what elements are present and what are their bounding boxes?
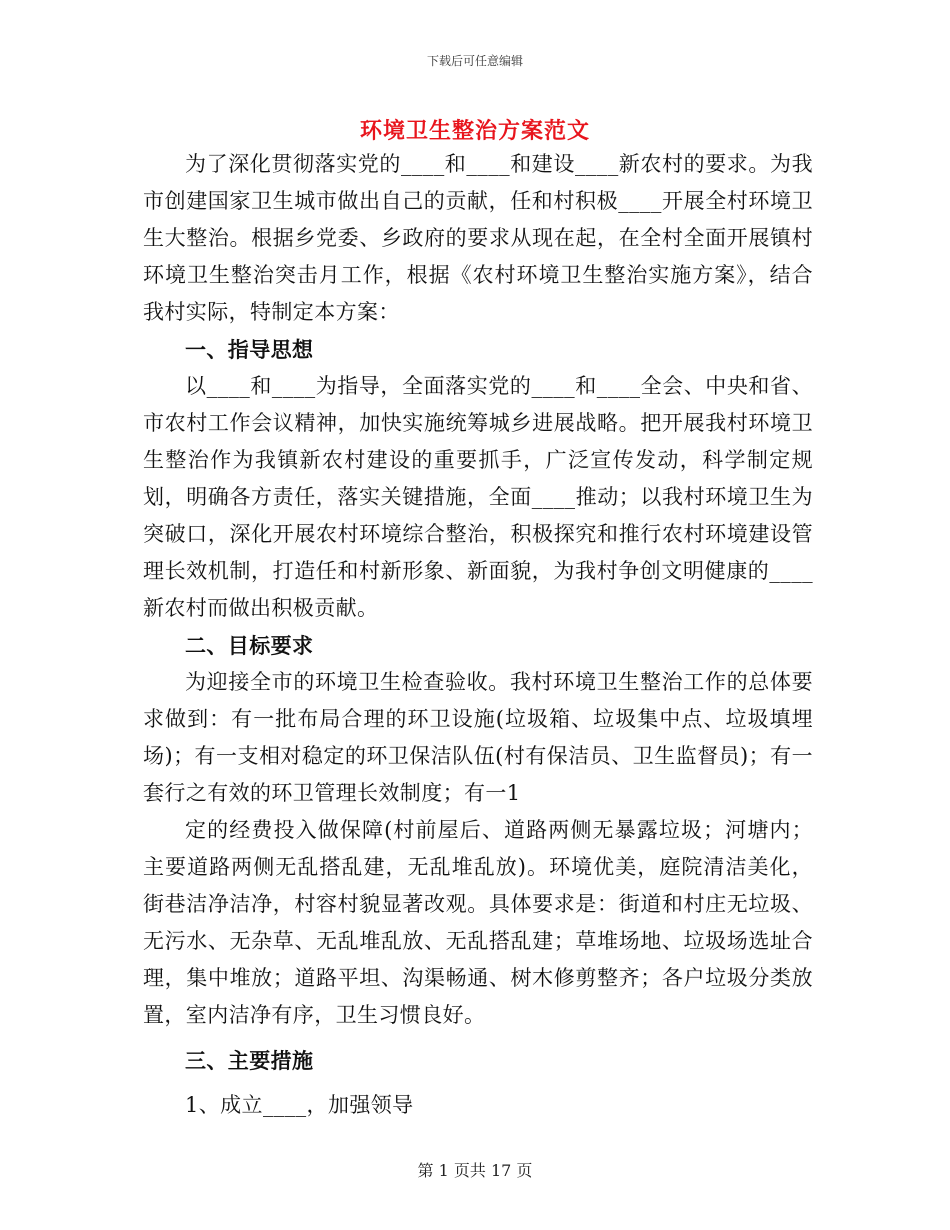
guiding-ideology-paragraph: 以____和____为指导，全面落实党的____和____全会、中央和省、市农村工作会议精神，加快实施统筹城乡进展战略。把开展我村环境卫生整治作为我镇新农村建设的重要抓手，广泛宣传发动，科学制定规划，明确各方责任，落实关键措施，全面____推动；以我村环境卫生为突破口，深化开展农村环境综合整治，积极探究和推行农村环境建设管理长效机制，打造任和村新形象、新面貌，为我村争创文明健康的____新农村而做出积极贡献。: [143, 374, 813, 620]
document-body: [143, 146, 813, 1124]
header-note: 下载后可任意编辑: [426, 54, 523, 68]
measure-item-1: 1、成立____，加强领导: [185, 1093, 414, 1117]
intro-paragraph: 为了深化贯彻落实党的____和____和建设____新农村的要求。为我市创建国家卫生城市做出自己的贡献，任和村积极____开展全村环境卫生大整治。根据乡党委、乡政府的要求从现在起，在全村全面开展镇村环境卫生整治突击月工作，根据《农村环境卫生整治实施方案》，结合我村实际，特制定本方案：: [143, 152, 813, 324]
page-footer: 第 1 页共 17 页: [417, 1161, 533, 1180]
document-title: 环境卫生整治方案范文: [359, 118, 590, 144]
goals-paragraph-1: 为迎接全市的环境卫生检查验收。我村环境卫生整治工作的总体要求做到：有一批布局合理的环卫设施(垃圾箱、垃圾集中点、垃圾填埋场)；有一支相对稳定的环卫保洁队伍(村有保洁员、卫生监督员)；有一套行之有效的环卫管理长效制度；有一1: [143, 670, 813, 805]
section-heading-guiding-ideology: 一、指导思想: [185, 337, 314, 362]
section-heading-measures: 三、主要措施: [185, 1048, 314, 1073]
section-heading-goals: 二、目标要求: [185, 633, 314, 658]
goals-paragraph-2: 定的经费投入做保障(村前屋后、道路两侧无暴露垃圾；河塘内；主要道路两侧无乱搭乱建，无乱堆乱放)。环境优美，庭院清洁美化，街巷洁净洁净，村容村貌显著改观。具体要求是：街道和村庄无垃圾、无污水、无杂草、无乱堆乱放、无乱搭乱建；草堆场地、垃圾场选址合理，集中堆放；道路平坦、沟渠畅通、树木修剪整齐；各户垃圾分类放置，室内洁净有序，卫生习惯良好。: [143, 818, 813, 1027]
